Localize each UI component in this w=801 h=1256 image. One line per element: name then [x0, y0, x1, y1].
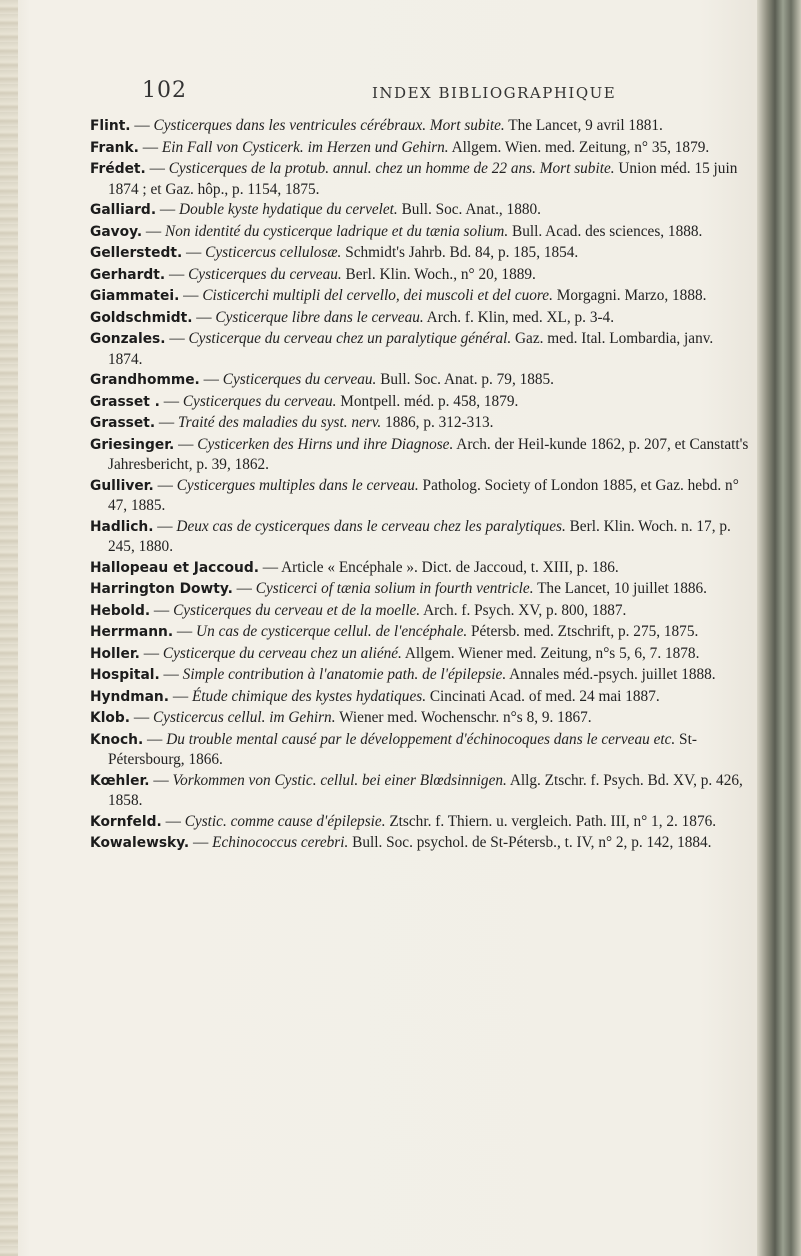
- entry-author: Hallopeau et Jaccoud.: [90, 559, 259, 576]
- entry-author: Kornfeld.: [90, 813, 162, 830]
- entry-title: Cysticerques du cerveau.: [182, 392, 337, 410]
- entry-author: Grandhomme.: [90, 372, 200, 388]
- entry-author: Frédet.: [90, 161, 146, 177]
- bibliography-list: [90, 116, 750, 855]
- bibliography-entry: [90, 200, 750, 221]
- bibliography-entry: [90, 159, 750, 199]
- entry-source: Patholog. Society of London 1885, et Gaz. hebd. n° 47, 1885.: [108, 476, 739, 514]
- entry-separator: —: [165, 330, 189, 347]
- entry-separator: —: [156, 201, 180, 218]
- entry-source: Morgagni. Marzo, 1888.: [552, 287, 707, 304]
- entry-separator: —: [165, 265, 189, 283]
- entry-title: Cysticerque du cerveau chez un aliéné.: [162, 644, 402, 662]
- entry-separator: —: [169, 687, 192, 705]
- entry-separator: —: [130, 117, 154, 134]
- entry-title: Ein Fall von Cysticerk. im Herzen und Gehirn.: [161, 138, 449, 156]
- page-left-edge: [0, 0, 18, 1256]
- entry-separator: —: [150, 601, 174, 619]
- bibliography-entry: [90, 665, 750, 686]
- entry-source: Gaz. med. Ital. Lombardia, janv. 1874.: [108, 330, 714, 368]
- entry-source: The Lancet, 10 juillet 1886.: [533, 580, 707, 597]
- entry-title: Du trouble mental causé par le développement d'échinocoques dans le cerveau etc.: [166, 730, 676, 748]
- bibliography-entry: [90, 243, 750, 264]
- entry-source: Allg. Ztschr. f. Psych. Bd. XV, p. 426, 1858.: [108, 771, 743, 809]
- entry-separator: —: [258, 558, 282, 576]
- bibliography-entry: [90, 413, 750, 434]
- entry-author: Gellerstedt.: [90, 245, 183, 261]
- page-number: 102: [142, 78, 187, 103]
- entry-separator: —: [130, 709, 153, 726]
- entry-title: Traité des maladies du syst. nerv.: [178, 414, 382, 431]
- entry-separator: —: [199, 371, 223, 388]
- entry-author: Hebold.: [90, 602, 151, 619]
- entry-title: Étude chimique des kystes hydatiques.: [191, 687, 427, 705]
- bibliography-entry: [90, 265, 750, 286]
- entry-title: Cisticerchi multipli del cervello, dei muscoli et del cuore.: [202, 287, 553, 304]
- entry-separator: —: [232, 580, 256, 597]
- entry-title: Cysticerci of tænia solium in fourth ventricle.: [255, 580, 534, 597]
- entry-title: Cysticerken des Hirns und ihre Diagnose.: [197, 435, 454, 453]
- bibliography-entry: [90, 601, 750, 622]
- entry-source: Article « Encéphale ». Dict. de Jaccoud, t. XIII, p. 186.: [281, 558, 619, 576]
- bibliography-entry: [90, 138, 750, 159]
- entry-author: Frank.: [90, 139, 139, 156]
- entry-author: Holler.: [90, 645, 140, 662]
- bibliography-entry: [90, 116, 750, 137]
- entry-source: Arch. der Heil-kunde 1862, p. 207, et Canstatt's Jahresbericht, p. 39, 1862.: [108, 435, 749, 473]
- entry-source: Berl. Klin. Woch., n° 20, 1889.: [341, 265, 536, 283]
- entry-title: Cysticerques du cerveau.: [188, 265, 342, 283]
- entry-author: Flint.: [90, 118, 131, 134]
- entry-separator: —: [145, 160, 169, 177]
- entry-separator: —: [159, 392, 183, 410]
- bibliography-entry: [90, 558, 750, 579]
- bibliography-entry: [90, 708, 750, 729]
- bibliography-entry: [90, 286, 750, 307]
- entry-separator: —: [142, 222, 166, 240]
- bibliography-entry: [90, 579, 750, 600]
- bibliography-entry: [90, 329, 750, 369]
- bibliography-entry: [90, 476, 750, 516]
- entry-author: Kœhler.: [90, 772, 150, 789]
- entry-source: Allgem. Wien. med. Zeitung, n° 35, 1879.: [448, 138, 710, 156]
- entry-source: Cincinati Acad. of med. 24 mai 1887.: [426, 687, 660, 705]
- entry-title: Vorkommen von Cystic. cellul. bei einer Blœdsinnigen.: [172, 771, 507, 789]
- entry-source: Allgem. Wiener med. Zeitung, n°s 5, 6, 7. 1878.: [401, 644, 700, 662]
- entry-author: Gulliver.: [90, 477, 154, 494]
- bibliography-entry: [90, 392, 750, 413]
- entry-source: Bull. Soc. Anat. p. 79, 1885.: [376, 371, 555, 388]
- bibliography-entry: [90, 833, 750, 854]
- entry-author: Galliard.: [90, 202, 157, 218]
- bibliography-entry: [90, 812, 750, 833]
- entry-author: Grasset .: [90, 393, 160, 410]
- entry-source: Bull. Soc. psychol. de St-Pétersb., t. IV, n° 2, p. 142, 1884.: [348, 834, 712, 851]
- entry-author: Knoch.: [90, 731, 144, 748]
- entry-source: Berl. Klin. Woch. n. 17, p. 245, 1880.: [108, 517, 731, 555]
- bibliography-entry: [90, 517, 750, 557]
- entry-source: Arch. f. Klin, med. XL, p. 3-4.: [423, 308, 615, 326]
- entry-source: 1886, p. 312-313.: [381, 414, 494, 431]
- entry-title: Echinococcus cerebri.: [212, 834, 349, 851]
- entry-author: Kowalewsky.: [90, 835, 190, 851]
- entry-title: Double kyste hydatique du cervelet.: [179, 201, 398, 218]
- entry-separator: —: [159, 666, 183, 683]
- entry-source: Bull. Soc. Anat., 1880.: [397, 201, 541, 218]
- bibliography-entry: [90, 644, 750, 665]
- entry-separator: —: [189, 834, 213, 851]
- running-title: INDEX BIBLIOGRAPHIQUE: [372, 84, 617, 102]
- entry-author: Gonzales.: [90, 331, 166, 347]
- bibliography-entry: [90, 222, 750, 243]
- entry-source: The Lancet, 9 avril 1881.: [504, 117, 663, 134]
- bibliography-entry: [90, 687, 750, 708]
- bibliography-entry: [90, 622, 750, 643]
- bibliography-entry: [90, 730, 750, 770]
- entry-source: St-Pétersbourg, 1866.: [108, 730, 697, 768]
- entry-title: Cysticerques dans les ventricules cérébraux. Mort subite.: [153, 117, 505, 134]
- page-header: [60, 78, 750, 108]
- entry-separator: —: [138, 138, 162, 156]
- entry-title: Cysticerques du cerveau.: [222, 371, 377, 388]
- entry-source: Union méd. 15 juin 1874 ; et Gaz. hôp., p. 1154, 1875.: [108, 160, 738, 198]
- entry-author: Gavoy.: [90, 223, 143, 240]
- entry-source: Wiener med. Wochenschr. n°s 8, 9. 1867.: [335, 709, 592, 726]
- entry-separator: —: [174, 435, 198, 453]
- entry-source: Pétersb. med. Ztschrift, p. 275, 1875.: [467, 623, 699, 640]
- book-spine-edge: [757, 0, 801, 1256]
- entry-title: Un cas de cysticerque cellul. de l'encéphale.: [196, 623, 468, 640]
- entry-author: Hospital.: [90, 667, 160, 683]
- entry-source: Montpell. méd. p. 458, 1879.: [336, 392, 519, 410]
- bibliography-entry: [90, 370, 750, 391]
- entry-title: Non identité du cysticerque ladrique et du tænia solium.: [165, 222, 509, 240]
- entry-author: Gerhardt.: [90, 266, 166, 283]
- entry-author: Hadlich.: [90, 518, 154, 535]
- entry-source: Schmidt's Jahrb. Bd. 84, p. 185, 1854.: [341, 244, 579, 261]
- entry-separator: —: [153, 517, 177, 535]
- entry-author: Griesinger.: [90, 436, 175, 453]
- entry-author: Goldschmidt.: [90, 309, 193, 326]
- entry-author: Hyndman.: [90, 688, 169, 705]
- entry-separator: —: [155, 414, 179, 431]
- entry-separator: —: [182, 244, 206, 261]
- entry-author: Grasset.: [90, 415, 156, 431]
- bibliography-entry: [90, 435, 750, 475]
- entry-title: Simple contribution à l'anatomie path. de l'épilepsie.: [182, 666, 507, 683]
- entry-title: Cysticerques du cerveau et de la moelle.: [173, 601, 421, 619]
- entry-title: Cysticerque du cerveau chez un paralytique général.: [188, 330, 512, 347]
- entry-separator: —: [153, 476, 177, 494]
- bibliography-entry: [90, 771, 750, 811]
- entry-title: Cystic. comme cause d'épilepsie.: [184, 812, 386, 830]
- entry-author: Harrington Dowty.: [90, 581, 233, 597]
- entry-author: Klob.: [90, 710, 131, 726]
- entry-author: Herrmann.: [90, 624, 174, 640]
- entry-separator: —: [161, 812, 185, 830]
- entry-source: Bull. Acad. des sciences, 1888.: [508, 222, 703, 240]
- entry-separator: —: [192, 308, 216, 326]
- bibliography-entry: [90, 308, 750, 329]
- entry-separator: —: [149, 771, 173, 789]
- entry-title: Cysticerque libre dans le cerveau.: [215, 308, 424, 326]
- entry-source: Annales méd.-psych. juillet 1888.: [506, 666, 716, 683]
- entry-separator: —: [143, 730, 167, 748]
- entry-separator: —: [139, 644, 163, 662]
- entry-title: Cysticerques de la protub. annul. chez un homme de 22 ans. Mort subite.: [168, 160, 615, 177]
- entry-title: Deux cas de cysticerques dans le cerveau chez les paralytiques.: [176, 517, 566, 535]
- entry-title: Cysticercus cellul. im Gehirn.: [152, 709, 336, 726]
- entry-title: Cysticercus cellulosæ.: [205, 244, 342, 261]
- entry-source: Ztschr. f. Thiern. u. vergleich. Path. III, n° 1, 2. 1876.: [385, 812, 717, 830]
- entry-separator: —: [179, 287, 203, 304]
- entry-title: Cysticergues multiples dans le cerveau.: [176, 476, 419, 494]
- entry-author: Giammatei.: [90, 288, 180, 304]
- entry-separator: —: [173, 623, 197, 640]
- entry-source: Arch. f. Psych. XV, p. 800, 1887.: [420, 601, 627, 619]
